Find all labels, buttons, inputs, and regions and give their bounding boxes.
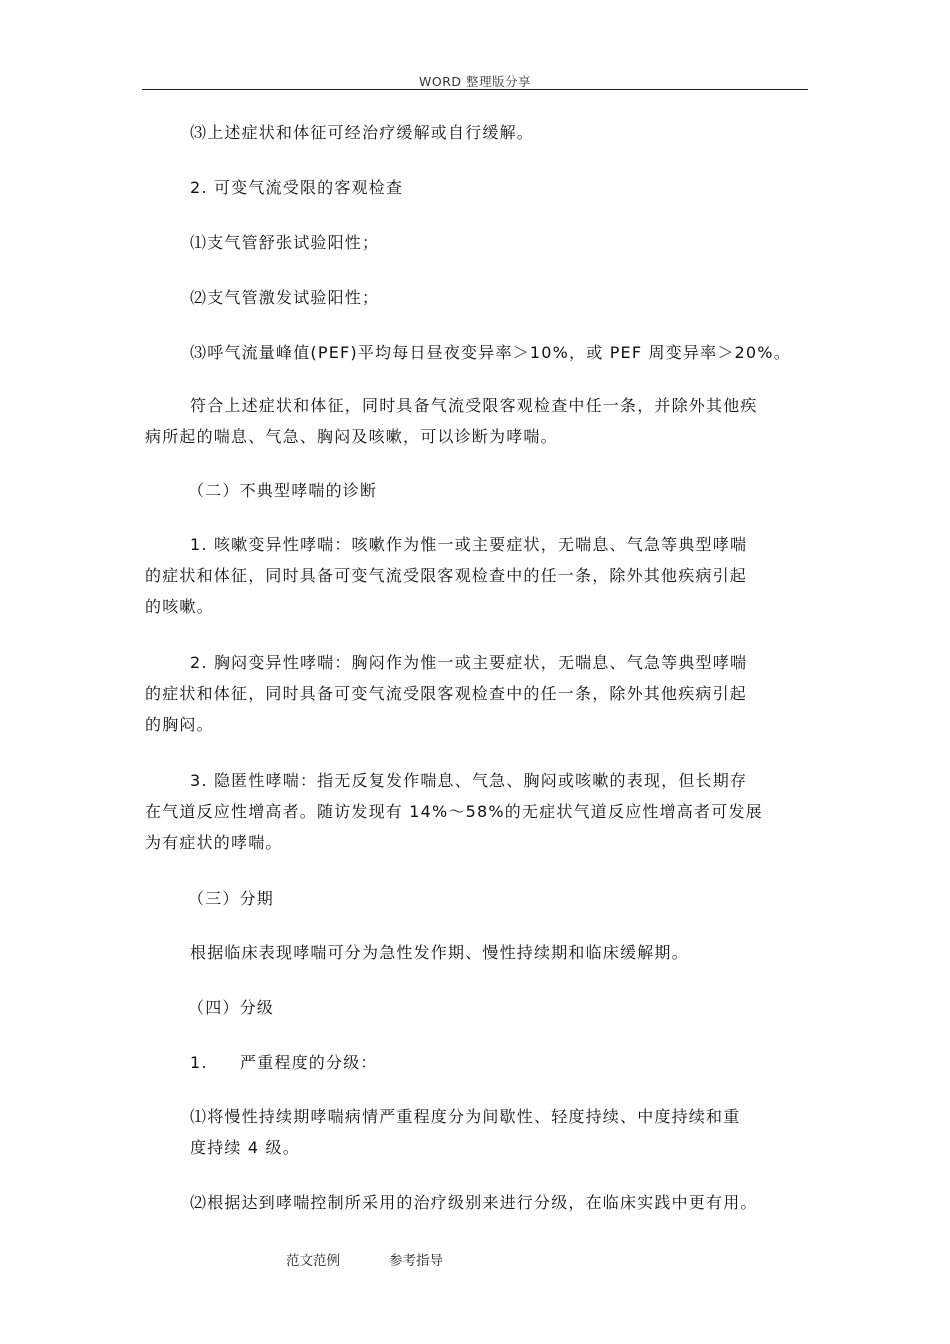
paragraph-cough-variant-line-1: 1. 咳嗽变异性哮喘：咳嗽作为惟一或主要症状，无喘息、气急等典型哮喘 — [190, 535, 748, 554]
paragraph-diagnosis-line-1: 符合上述症状和体征，同时具备气流受限客观检查中任一条，并除外其他疾 — [190, 396, 758, 415]
section-heading-grading: （四）分级 — [188, 998, 275, 1017]
header-divider — [142, 89, 808, 90]
footer-left-text: 范文范例 — [286, 1253, 340, 1269]
paragraph-chest-tightness-line-3: 的胸闷。 — [145, 715, 214, 734]
paragraph-cough-variant-line-3: 的咳嗽。 — [145, 597, 214, 616]
paragraph-occult-asthma-line-1: 3. 隐匿性哮喘：指无反复发作喘息、气急、胸闷或咳嗽的表现，但长期存 — [190, 771, 748, 790]
paragraph-occult-asthma-line-3: 为有症状的哮喘。 — [145, 833, 283, 852]
section-heading-staging: （三）分期 — [188, 889, 275, 908]
heading-variable-airflow-tests: 2. 可变气流受限的客观检查 — [190, 178, 404, 197]
list-number-severity: 1. — [190, 1053, 208, 1072]
paragraph-severity-levels-line-2: 度持续 4 级。 — [190, 1138, 300, 1157]
section-heading-atypical-asthma: （二）不典型哮喘的诊断 — [188, 481, 378, 500]
paragraph-treatment-grading: ⑵根据达到哮喘控制所采用的治疗级别来进行分级，在临床实践中更有用。 — [190, 1193, 758, 1212]
paragraph-severity-levels-line-1: ⑴将慢性持续期哮喘病情严重程度分为间歇性、轻度持续、中度持续和重 — [190, 1107, 741, 1126]
list-item-pef-variability: ⑶呼气流量峰值(PEF)平均每日昼夜变异率＞10%，或 PEF 周变异率＞20%。 — [190, 343, 791, 362]
paragraph-chest-tightness-line-1: 2. 胸闷变异性哮喘：胸闷作为惟一或主要症状，无喘息、气急等典型哮喘 — [190, 653, 748, 672]
heading-severity-grading: 严重程度的分级： — [240, 1053, 378, 1072]
page-header: WORD 整理版分享 — [419, 74, 531, 89]
list-item-bronchodilation-test: ⑴支气管舒张试验阳性； — [190, 233, 380, 252]
paragraph-diagnosis-line-2: 病所起的喘息、气急、胸闷及咳嗽，可以诊断为哮喘。 — [145, 427, 558, 446]
paragraph-occult-asthma-line-2: 在气道反应性增高者。随访发现有 14%～58%的无症状气道反应性增高者可发展 — [145, 802, 763, 821]
paragraph-symptom-relief: ⑶上述症状和体征可经治疗缓解或自行缓解。 — [190, 123, 535, 142]
paragraph-chest-tightness-line-2: 的症状和体征，同时具备可变气流受限客观检查中的任一条，除外其他疾病引起 — [145, 684, 748, 703]
footer-right-text: 参考指导 — [389, 1253, 443, 1269]
list-item-provocation-test: ⑵支气管激发试验阳性； — [190, 288, 380, 307]
paragraph-staging: 根据临床表现哮喘可分为急性发作期、慢性持续期和临床缓解期。 — [190, 943, 689, 962]
paragraph-cough-variant-line-2: 的症状和体征，同时具备可变气流受限客观检查中的任一条，除外其他疾病引起 — [145, 566, 748, 585]
